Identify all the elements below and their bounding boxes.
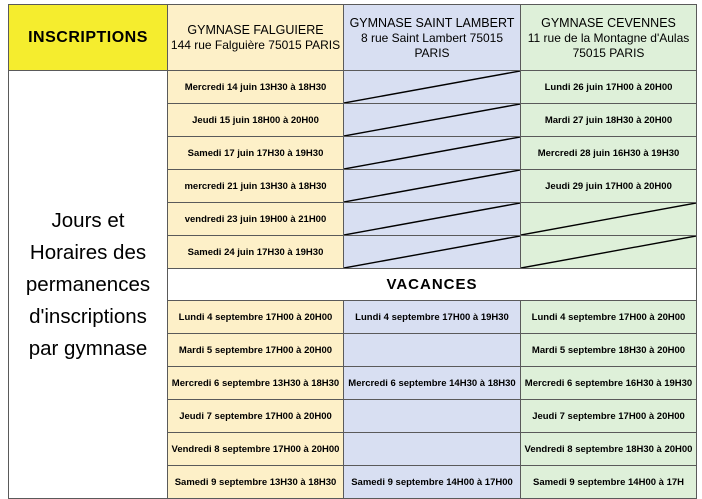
falguiere-slot: Mardi 5 septembre 17H00 à 20H00 (168, 334, 344, 367)
falguiere-slot: Samedi 17 juin 17H30 à 19H30 (168, 137, 344, 170)
falguiere-slot: mercredi 21 juin 13H30 à 18H30 (168, 170, 344, 203)
cevennes-slot: Lundi 26 juin 17H00 à 20H00 (521, 71, 697, 104)
vacances-label: VACANCES (168, 269, 697, 301)
gym-cevennes-header (521, 5, 697, 71)
saint-lambert-slot: Samedi 9 septembre 14H00 à 17H00 (344, 466, 521, 499)
gym-saint-lambert-address-line-2: PARIS (414, 45, 450, 60)
diagonal-strike (344, 236, 520, 268)
cevennes-slot: Mercredi 28 juin 16H30 à 19H30 (521, 137, 697, 170)
diagonal-strike (344, 71, 520, 103)
gym-cevennes-address-line-2: 75015 PARIS (572, 45, 645, 60)
saint-lambert-slot (344, 334, 521, 367)
falguiere-slot: Jeudi 15 juin 18H00 à 20H00 (168, 104, 344, 137)
side-label-line-4: d'inscriptions (29, 304, 147, 328)
saint-lambert-unavailable-cell (344, 104, 521, 137)
cevennes-slot: Mercredi 6 septembre 16H30 à 19H30 (521, 367, 697, 400)
falguiere-slot: vendredi 23 juin 19H00 à 21H00 (168, 203, 344, 236)
falguiere-slot: Mercredi 6 septembre 13H30 à 18H30 (168, 367, 344, 400)
saint-lambert-slot (344, 400, 521, 433)
cevennes-slot: Jeudi 29 juin 17H00 à 20H00 (521, 170, 697, 203)
saint-lambert-unavailable-cell (344, 236, 521, 269)
side-label-line-2: Horaires des (29, 240, 147, 264)
registration-table (8, 4, 697, 499)
diagonal-strike (521, 236, 696, 268)
saint-lambert-unavailable-cell (344, 137, 521, 170)
saint-lambert-slot (344, 433, 521, 466)
side-label-line-5: par gymnase (28, 336, 148, 360)
gym-cevennes-name: GYMNASE CEVENNES (541, 15, 676, 30)
falguiere-slot: Mercredi 14 juin 13H30 à 18H30 (168, 71, 344, 104)
diagonal-strike (344, 170, 520, 202)
cevennes-slot: Mardi 27 juin 18H30 à 20H00 (521, 104, 697, 137)
cevennes-slot: Samedi 9 septembre 14H00 à 17H (521, 466, 697, 499)
falguiere-slot: Samedi 24 juin 17H30 à 19H30 (168, 236, 344, 269)
cevennes-slot: Vendredi 8 septembre 18H30 à 20H00 (521, 433, 697, 466)
falguiere-slot: Lundi 4 septembre 17H00 à 20H00 (168, 301, 344, 334)
saint-lambert-unavailable-cell (344, 170, 521, 203)
cevennes-slot: Lundi 4 septembre 17H00 à 20H00 (521, 301, 697, 334)
side-label-line-1: Jours et (51, 208, 125, 232)
falguiere-slot: Samedi 9 septembre 13H30 à 18H30 (168, 466, 344, 499)
header-row (9, 5, 697, 71)
inscriptions-title: INSCRIPTIONS (9, 5, 168, 71)
diagonal-strike (344, 104, 520, 136)
gym-saint-lambert-address-line-1: 8 rue Saint Lambert 75015 (360, 30, 504, 45)
cevennes-unavailable-cell (521, 203, 697, 236)
saint-lambert-slot: Mercredi 6 septembre 14H30 à 18H30 (344, 367, 521, 400)
cevennes-unavailable-cell (521, 236, 697, 269)
diagonal-strike (344, 137, 520, 169)
diagonal-strike (521, 203, 696, 235)
cevennes-slot: Jeudi 7 septembre 17H00 à 20H00 (521, 400, 697, 433)
falguiere-slot: Vendredi 8 septembre 17H00 à 20H00 (168, 433, 344, 466)
gym-saint-lambert-name: GYMNASE SAINT LAMBERT (349, 15, 515, 30)
june-row-1 (9, 71, 697, 104)
gym-cevennes-address-line-1: 11 rue de la Montagne d'Aulas (527, 30, 690, 45)
saint-lambert-unavailable-cell (344, 203, 521, 236)
saint-lambert-slot: Lundi 4 septembre 17H00 à 19H30 (344, 301, 521, 334)
gym-falguiere-header (168, 5, 344, 71)
gym-falguiere-name: GYMNASE FALGUIERE (187, 23, 324, 37)
side-label (9, 71, 168, 499)
falguiere-slot: Jeudi 7 septembre 17H00 à 20H00 (168, 400, 344, 433)
diagonal-strike (344, 203, 520, 235)
saint-lambert-unavailable-cell (344, 71, 521, 104)
gym-saint-lambert-header (344, 5, 521, 71)
side-label-line-3: permanences (25, 272, 151, 296)
cevennes-slot: Mardi 5 septembre 18H30 à 20H00 (521, 334, 697, 367)
gym-falguiere-address: 144 rue Falguière 75015 PARIS (170, 38, 341, 52)
